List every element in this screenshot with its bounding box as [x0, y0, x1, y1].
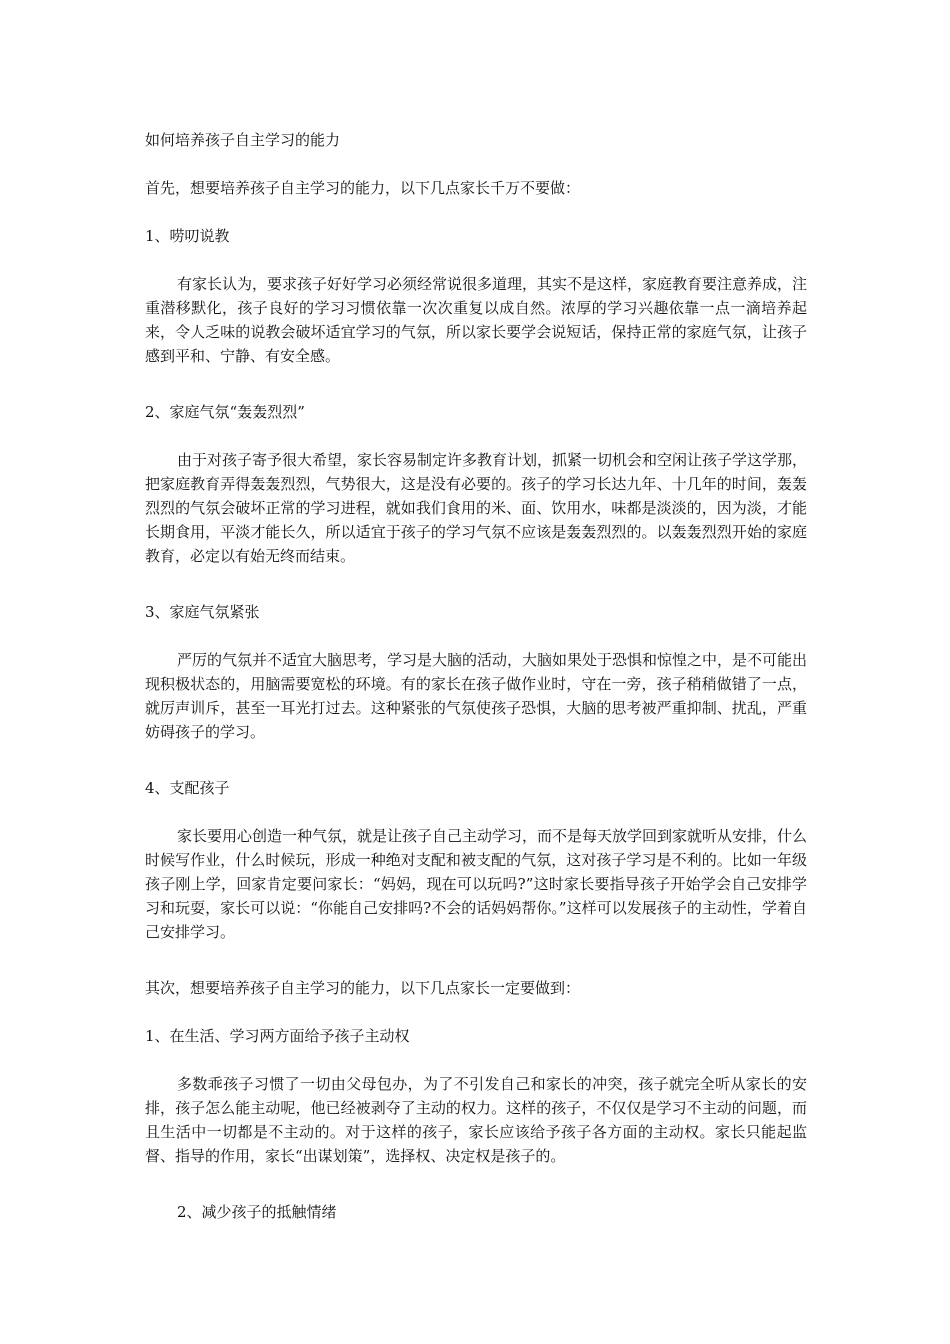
dont-heading-3: 3、家庭气氛紧张 — [145, 603, 260, 621]
intro-second: 其次，想要培养孩子自主学习的能力，以下几点家长一定要做到： — [145, 979, 581, 997]
dont-body-1: 有家长认为，要求孩子好好学习必须经常说很多道理，其实不是这样，家庭教育要注意养成，注重潜移默化，孩子良好的学习习惯依靠一次次重复以成自然。浓厚的学习兴趣依靠一点一滴培养起来，令人乏味的说教会破坏适宜学习的气氛，所以家长要学会说短话，保持正常的家庭气氛，让孩子感到平和、宁静、有安全感。 — [145, 275, 808, 365]
intro-first: 首先，想要培养孩子自主学习的能力，以下几点家长千万不要做： — [145, 179, 581, 197]
dont-body-3: 严厉的气氛并不适宜大脑思考，学习是大脑的活动，大脑如果处于恐惧和惊惶之中，是不可能出现积极状态的，用脑需要宽松的环境。有的家长在孩子做作业时，守在一旁，孩子稍稍做错了一点，就厉声训斥，甚至一耳光打过去。这种紧张的气氛使孩子恐惧，大脑的思考被严重抑制、扰乱，严重妨碍孩子的学习。 — [145, 651, 808, 741]
dont-heading-2: 2、家庭气氛“轰轰烈烈” — [145, 403, 305, 421]
dont-body-4: 家长要用心创造一种气氛，就是让孩子自己主动学习，而不是每天放学回到家就听从安排，什么时候写作业，什么时候玩，形成一种绝对支配和被支配的气氛，这对孩子学习是不利的。比如一年级孩子刚上学，回家肯定要问家长：“妈妈，现在可以玩吗?”这时家长要指导孩子开始学会自己安排学习和玩耍，家长可以说：“你能自己安排吗?不会的话妈妈帮你。”这样可以发展孩子的主动性，学着自己安排学习。 — [145, 827, 808, 941]
dont-heading-4: 4、支配孩子 — [145, 779, 230, 797]
do-heading-1: 1、在生活、学习两方面给予孩子主动权 — [145, 1027, 410, 1045]
dont-body-2: 由于对孩子寄予很大希望，家长容易制定许多教育计划，抓紧一切机会和空闲让孩子学这学那，把家庭教育弄得轰轰烈烈，气势很大，这是没有必要的。孩子的学习长达九年、十几年的时间，轰轰烈烈的气氛会破坏正常的学习进程，就如我们食用的米、面、饮用水，味都是淡淡的，因为淡，才能长期食用，平淡才能长久，所以适宜于孩子的学习气氛不应该是轰轰烈烈的。以轰轰烈烈开始的家庭教育，必定以有始无终而结束。 — [145, 451, 808, 565]
do-heading-2: 2、减少孩子的抵触情绪 — [177, 1203, 337, 1221]
do-body-1: 多数乖孩子习惯了一切由父母包办，为了不引发自己和家长的冲突，孩子就完全听从家长的安排，孩子怎么能主动呢，他已经被剥夺了主动的权力。这样的孩子，不仅仅是学习不主动的问题，而且生活中一切都是不主动的。对于这样的孩子，家长应该给予孩子各方面的主动权。家长只能起监督、指导的作用，家长“出谋划策”，选择权、决定权是孩子的。 — [145, 1075, 807, 1165]
dont-heading-1: 1、唠叨说教 — [145, 227, 230, 245]
document-title: 如何培养孩子自主学习的能力 — [145, 131, 341, 149]
